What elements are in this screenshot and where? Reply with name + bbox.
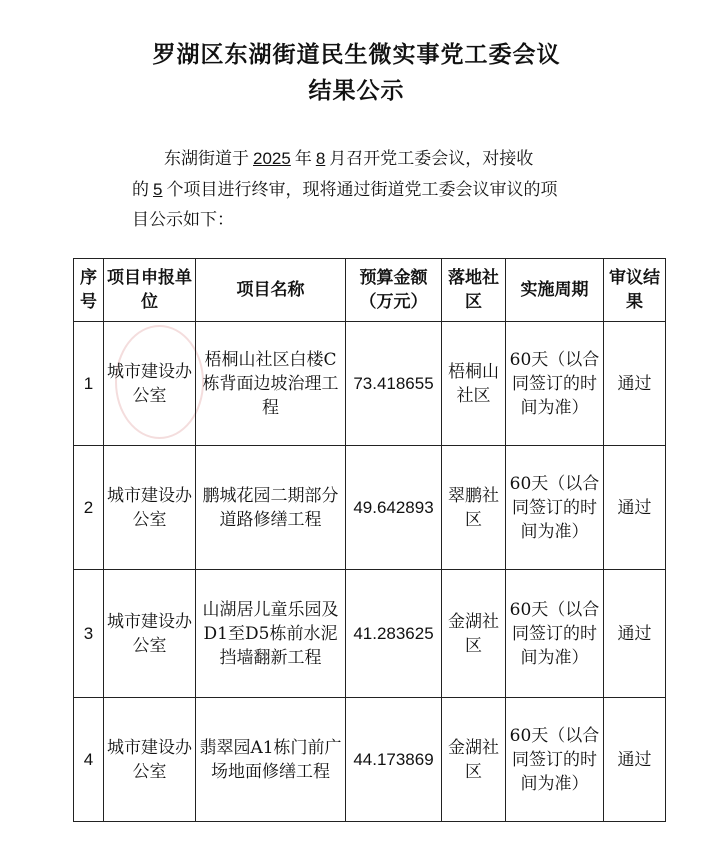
cell-community: 翠鹏社区 [442, 446, 506, 570]
project-count: 5 [153, 180, 163, 199]
cell-name: 山湖居儿童乐园及D1至D5栋前水泥挡墙翻新工程 [196, 570, 346, 698]
meeting-year: 2025 [253, 149, 291, 168]
cell-no: 1 [74, 322, 104, 446]
intro-text: 东湖街道于 [164, 149, 249, 169]
header-no: 序号 [74, 259, 104, 322]
header-period: 实施周期 [506, 259, 604, 322]
cell-budget: 49.642893 [346, 446, 442, 570]
header-name: 项目名称 [196, 259, 346, 322]
cell-no: 4 [74, 698, 104, 822]
intro-line-1 [164, 143, 624, 175]
document-title-line1: 罗湖区东湖街道民生微实事党工委会议 [152, 41, 561, 68]
header-budget: 预算金额（万元） [346, 259, 442, 322]
header-result: 审议结果 [604, 259, 666, 322]
intro-line-2 [132, 174, 622, 206]
cell-unit: 城市建设办公室 [104, 698, 196, 822]
cell-result: 通过 [604, 446, 666, 570]
cell-unit: 城市建设办公室 [104, 446, 196, 570]
cell-result: 通过 [604, 322, 666, 446]
intro-line-3: 目公示如下： [132, 210, 234, 230]
cell-unit: 城市建设办公室 [104, 322, 196, 446]
intro-text: 个项目进行终审，现将通过街道党工委会议审议的项 [166, 180, 558, 200]
cell-name: 梧桐山社区白楼C栋背面边坡治理工程 [196, 322, 346, 446]
cell-budget: 44.173869 [346, 698, 442, 822]
document-title-line2: 结果公示 [308, 77, 405, 104]
cell-period: 60天（以合同签订的时间为准） [506, 322, 604, 446]
cell-unit: 城市建设办公室 [104, 570, 196, 698]
cell-community: 金湖社区 [442, 570, 506, 698]
cell-community: 梧桐山社区 [442, 322, 506, 446]
cell-result: 通过 [604, 698, 666, 822]
table-header-row [74, 259, 666, 322]
project-table [73, 258, 666, 822]
meeting-month: 8 [315, 149, 326, 168]
cell-no: 2 [74, 446, 104, 570]
cell-name: 鹏城花园二期部分道路修缮工程 [196, 446, 346, 570]
intro-text: 月召开党工委会议，对接收 [329, 149, 534, 169]
cell-result: 通过 [604, 570, 666, 698]
cell-budget: 41.283625 [346, 570, 442, 698]
cell-no: 3 [74, 570, 104, 698]
table-row [74, 698, 666, 822]
table-row [74, 570, 666, 698]
cell-period: 60天（以合同签订的时间为准） [506, 446, 604, 570]
intro-text: 的 [132, 180, 149, 200]
header-community: 落地社区 [442, 259, 506, 322]
cell-period: 60天（以合同签订的时间为准） [506, 570, 604, 698]
intro-text: 年 [294, 149, 312, 169]
cell-community: 金湖社区 [442, 698, 506, 822]
header-unit: 项目申报单位 [104, 259, 196, 322]
cell-budget: 73.418655 [346, 322, 442, 446]
cell-period: 60天（以合同签订的时间为准） [506, 698, 604, 822]
table-row [74, 322, 666, 446]
table-row [74, 446, 666, 570]
cell-name: 翡翠园A1栋门前广场地面修缮工程 [196, 698, 346, 822]
